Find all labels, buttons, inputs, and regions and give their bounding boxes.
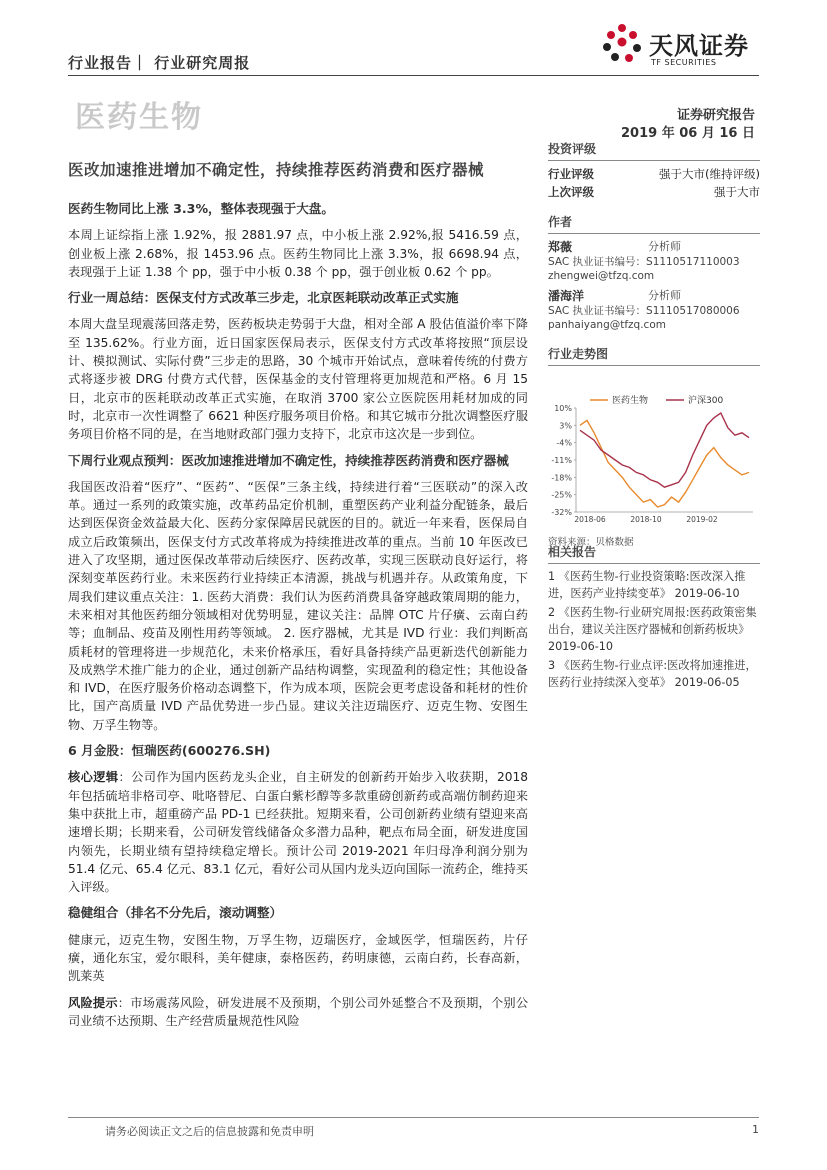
x-tick-label: 2019-02	[686, 515, 718, 524]
sector-title: 医药生物	[75, 100, 203, 135]
author-header	[548, 287, 760, 304]
y-tick-label: 3%	[559, 421, 572, 431]
author-header	[548, 238, 760, 255]
paragraph-portfolio: 健康元，迈克生物，安图生物，万孚生物，迈瑞医疗，金域医学，恒瑞医药，片仔癀，通化东宝，爱尔眼科，美年健康，泰格医药，药明康德，云南白药，长春高新，凯莱英	[68, 932, 528, 984]
brand-name-en: TF SECURITIES	[651, 58, 717, 67]
author-name: 郑薇	[548, 240, 573, 254]
related-report-link[interactable]: 2 《医药生物-行业研究周报:医药政策密集出台，建议关注医疗器械和创新药板块》 2019-06-10	[548, 606, 757, 653]
report-kind: 证券研究报告	[676, 108, 755, 123]
section-heading-golden-stock: 6 月金股：恒瑞医药(600276.SH)	[68, 743, 271, 759]
legend-label: 医药生物	[612, 396, 649, 406]
footer-divider	[68, 1117, 759, 1118]
paragraph-risk	[68, 994, 528, 1031]
rating-previous-value: 强于大市	[714, 185, 760, 199]
page-number: 1	[752, 1123, 759, 1136]
author-cert: SAC 执业证书编号：S1110517080006	[548, 305, 740, 317]
related-report-link[interactable]: 3 《医药生物-行业点评:医改将加速推进，医药行业持续深入变革》 2019-06-05	[548, 659, 757, 689]
rating-current-value: 强于大市(维持评级)	[659, 167, 760, 181]
chart-source: 资料来源：贝格数据	[548, 537, 634, 548]
y-tick-label: -25%	[551, 490, 572, 500]
report-type: 行业报告｜ 行业研究周报	[68, 54, 251, 72]
related-reports-title: 相关报告	[548, 543, 760, 564]
y-tick-label: 10%	[554, 404, 572, 413]
report-title: 医改加速推进增加不确定性，持续推荐医药消费和医疗器械	[68, 161, 485, 179]
author-role: 分析师	[648, 240, 681, 253]
rating-previous-label: 上次评级	[548, 185, 594, 199]
author-cert: SAC 执业证书编号：S1110517110003	[548, 256, 740, 268]
section-heading-outlook: 下周行业观点预判：医改加速推进增加不确定性，持续推荐医药消费和医疗器械	[68, 452, 509, 468]
rating-section	[548, 140, 760, 201]
legend-label: 沪深300	[688, 396, 724, 406]
section-heading-weekly-summary: 行业一周总结：医保支付方式改革三步走，北京医耗联动改革正式实施	[68, 290, 459, 306]
brand-logo-icon	[599, 22, 645, 68]
y-tick-label: -32%	[551, 508, 572, 517]
authors-section-title: 作者	[548, 213, 760, 234]
author-email[interactable]: zhengwei@tfzq.com	[548, 270, 655, 282]
paragraph-core-logic	[68, 768, 528, 896]
paragraph-weekly-summary: 本周大盘呈现震荡回落走势，医药板块走势弱于大盘，相对全部 A 股估值溢价率下降至 135.62%。行业方面，近日国家医保局表示，医保支付方式改革将按照“顶层设计、模拟测试、实际付费”三步走的思路，30 个城市开始试点，意味着传统的付费方式将逐步被 DRG 付费方式代替，医保基金的支付管理将更加规范和严格。6 月 15 日，北京市的医耗联动改革正式实施，在取消 3700 家公立医院医用耗材加成的同时，北京市一次性调整了 6621 种医疗服务项目价格。和其它城市分批次调整医疗服务项目价格不同的是，在当地财政部门强力支持下，北京市这次是一步到位。	[68, 317, 528, 442]
report-date: 2019 年 06 月 16 日	[621, 126, 755, 141]
brand-name: 天风证券	[649, 32, 749, 60]
rating-current-row	[548, 165, 760, 183]
x-tick-label: 2018-06	[574, 515, 606, 524]
footer-disclaimer: 请务必阅读正文之后的信息披露和免责申明	[105, 1125, 314, 1138]
x-tick-label: 2018-10	[630, 515, 662, 524]
core-logic-label: 核心逻辑	[68, 770, 119, 785]
y-tick-label: -4%	[556, 438, 572, 448]
paragraph-performance: 本周上证综指上涨 1.92%，报 2881.97 点，中小板上涨 2.92%,报 5416.59 点，创业板上涨 2.68%，报 1453.96 点。医药生物同比上涨 3.3%，报 6698.94 点，表现强于上证 1.38 个 pp，强于中小板 0.38 个 pp，强于创业板 0.62 个 pp。	[68, 228, 528, 279]
rating-current-label: 行业评级	[548, 167, 594, 181]
series-line	[580, 413, 749, 487]
brand-logo	[599, 20, 759, 76]
author-item	[548, 238, 760, 283]
paragraph-outlook: 我国医改沿着“医疗”、“医药”、“医保”三条主线，持续进行着“三医联动”的深入改革。通过一系列的政策实施，改革药品定价机制，重塑医药产业利益分配链条，最后达到医保资金效益最大化、医药分家保障居民就医的目的。就近一年来看，医保局自成立后政策频出，医保支付方式改革将成为持续推进改革的重点。当前 10 年医改已进入了攻坚期，通过医保改革带动后续医疗、医药改革，实现三医联动良好运行，将深刻变革医药行业。未来医药行业持续正本清源，挑战与机遇并存。从政策角度，下周我们建议重点关注：1. 医药大消费：我们认为医药消费具备穿越政策周期的能力，未来相对其他医药细分领域相对优势明显，建议关注：品牌 OTC 片仔癀、云南白药等；血制品、疫苗及刚性用药等领域。 2. 医疗器械，尤其是 IVD 行业：我们判断高质耗材的管理将进一步规范化，未来价格承压，看好具备持续产品更新迭代创新能力及成熟学术推广能力的企业，通过创新产品结构调整，实现盈利的稳定性；其他设备和 IVD，在医疗服务价格动态调整下，作为成本项，医院会更考虑设备和耗材的性价比，国产高质量 IVD 产品优势进一步凸显。建议关注迈瑞医疗、迈克生物、安图生物、万孚生物等。	[68, 479, 528, 732]
risk-text: ：市场震荡风险，研发进展不及预期，个别公司外延整合不及预期，个别公司业绩不达预期、生产经营质量规范性风险	[68, 995, 529, 1028]
y-tick-label: -18%	[551, 473, 572, 483]
author-name: 潘海洋	[548, 289, 585, 303]
trend-chart-section	[548, 345, 760, 550]
y-tick-label: -11%	[551, 456, 572, 465]
section-heading-portfolio: 稳健组合（排名不分先后，滚动调整）	[68, 905, 283, 921]
authors-section	[548, 213, 760, 332]
related-report-link[interactable]: 1 《医药生物-行业投资策略:医改深入推进，医药产业持续变革》 2019-06-10	[548, 570, 746, 600]
related-reports-section	[548, 543, 760, 693]
core-logic-text: ：公司作为国内医药龙头企业，自主研发的创新药开始步入收获期，2018 年包括硫培非格司亭、吡咯替尼、白蛋白紫杉醇等多款重磅创新药或高端仿制药迎来集中获批上市，超重磅产品 PD-1 已经获批。短期来看，公司创新药业绩有望迎来高速增长期；长期来看，公司研发管线储备众多潜力品种，靶点布局全面，研发进度国内领先，长期业绩有望持续稳定增长。预计公司 2019-2021 年归母净利润分别为 51.4 亿元、65.4 亿元、83.1 亿元，看好公司从国内龙头迈向国际一流药企，维持买入评级。	[68, 770, 528, 895]
trend-chart-title: 行业走势图	[548, 345, 760, 366]
risk-label: 风险提示	[68, 995, 118, 1010]
section-heading-performance: 医药生物同比上涨 3.3%，整体表现强于大盘。	[68, 201, 334, 216]
author-role: 分析师	[648, 289, 681, 302]
trend-chart	[548, 370, 760, 530]
main-content	[68, 200, 528, 1038]
rating-previous-row	[548, 183, 760, 201]
author-email[interactable]: panhaiyang@tfzq.com	[548, 319, 666, 331]
series-line	[580, 420, 749, 507]
author-item	[548, 287, 760, 332]
rating-section-title: 投资评级	[548, 140, 760, 161]
